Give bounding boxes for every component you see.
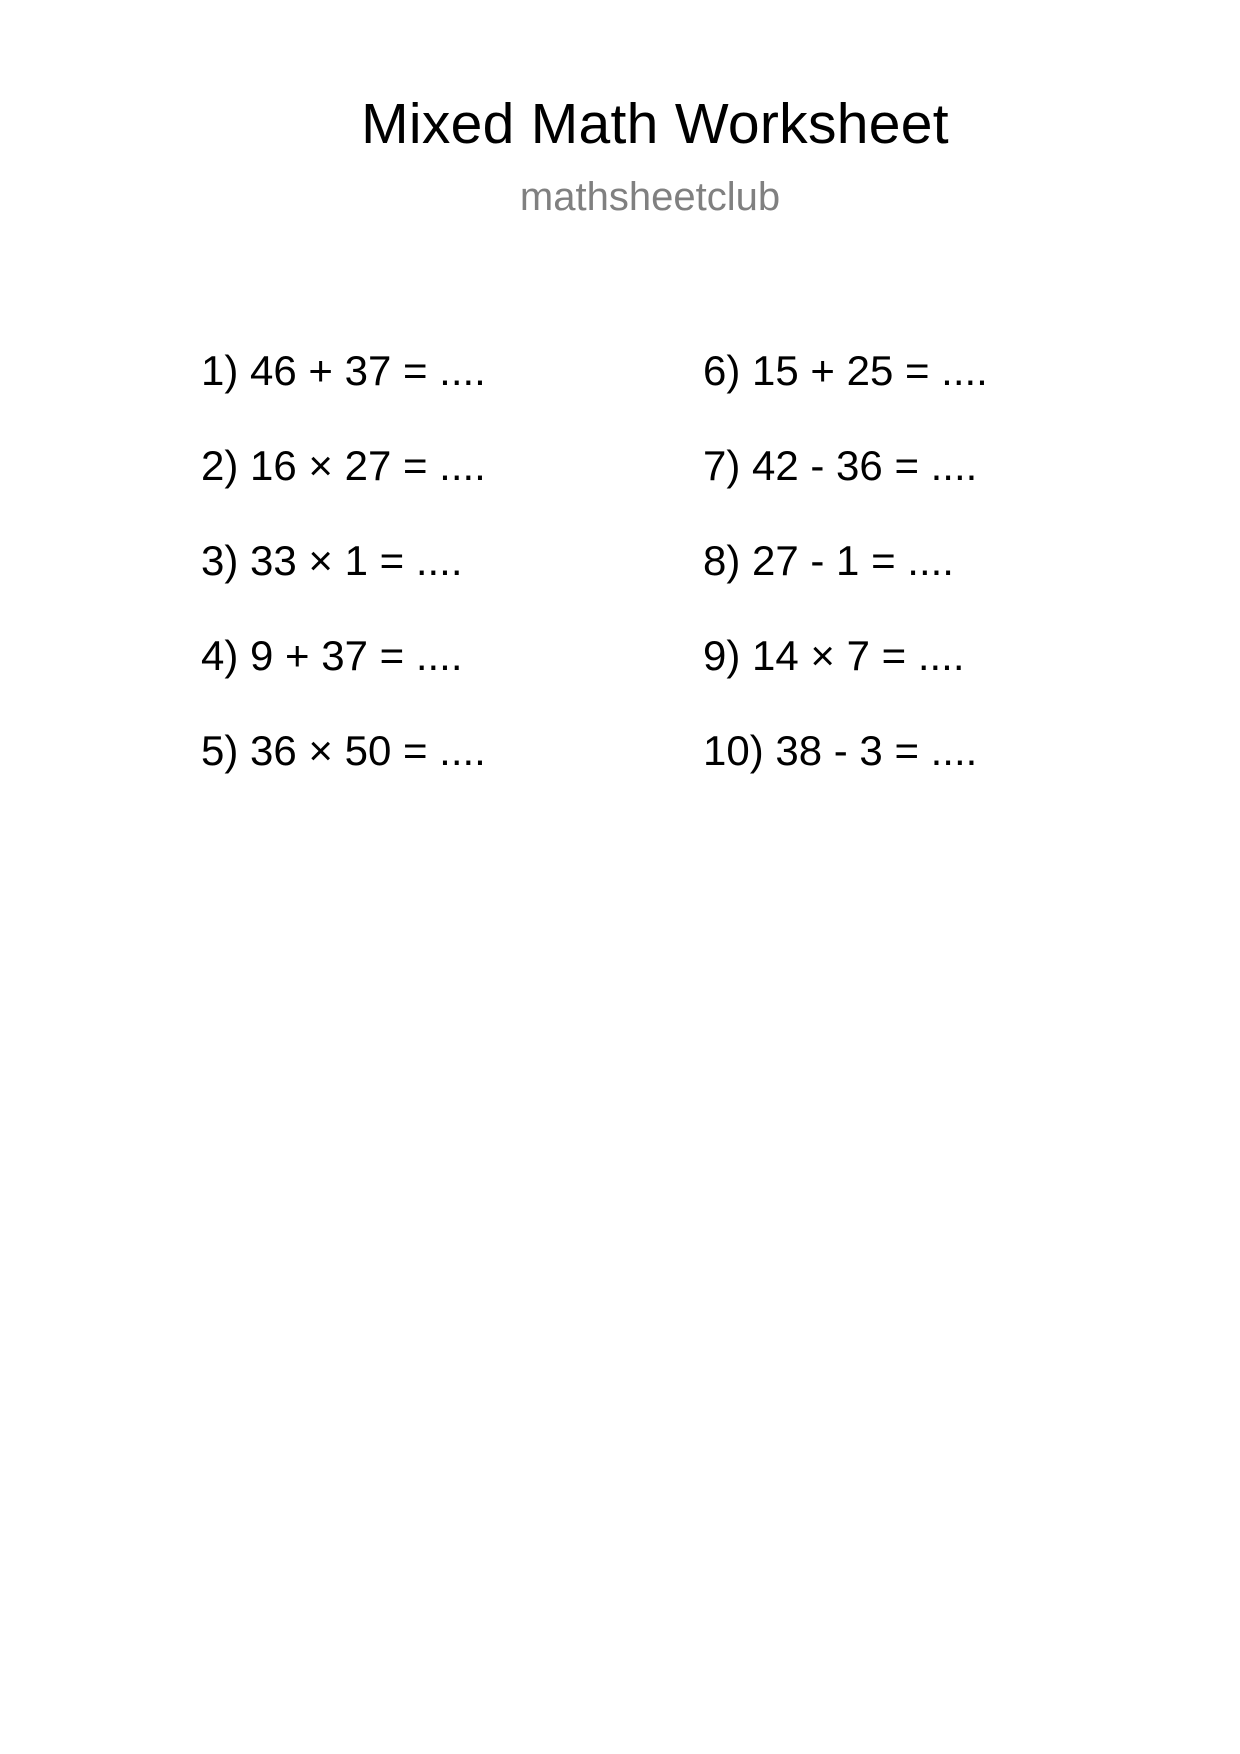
page-title: Mixed Math Worksheet (361, 92, 949, 156)
problem-6: 6) 15 + 25 = .... (703, 347, 988, 394)
problem-10: 10) 38 - 3 = .... (703, 727, 978, 774)
worksheet-header (0, 92, 1240, 219)
problem-9: 9) 14 × 7 = .... (703, 632, 965, 679)
problem-2: 2) 16 × 27 = .... (201, 442, 486, 489)
problem-1: 1) 46 + 37 = .... (201, 347, 486, 394)
problem-column-right (703, 347, 988, 825)
problem-4: 4) 9 + 37 = .... (201, 632, 463, 679)
problem-7: 7) 42 - 36 = .... (703, 442, 978, 489)
problem-5: 5) 36 × 50 = .... (201, 727, 486, 774)
problem-3: 3) 33 × 1 = .... (201, 537, 463, 584)
problem-8: 8) 27 - 1 = .... (703, 537, 954, 584)
problem-column-left (201, 347, 486, 825)
page-subtitle: mathsheetclub (519, 175, 781, 219)
